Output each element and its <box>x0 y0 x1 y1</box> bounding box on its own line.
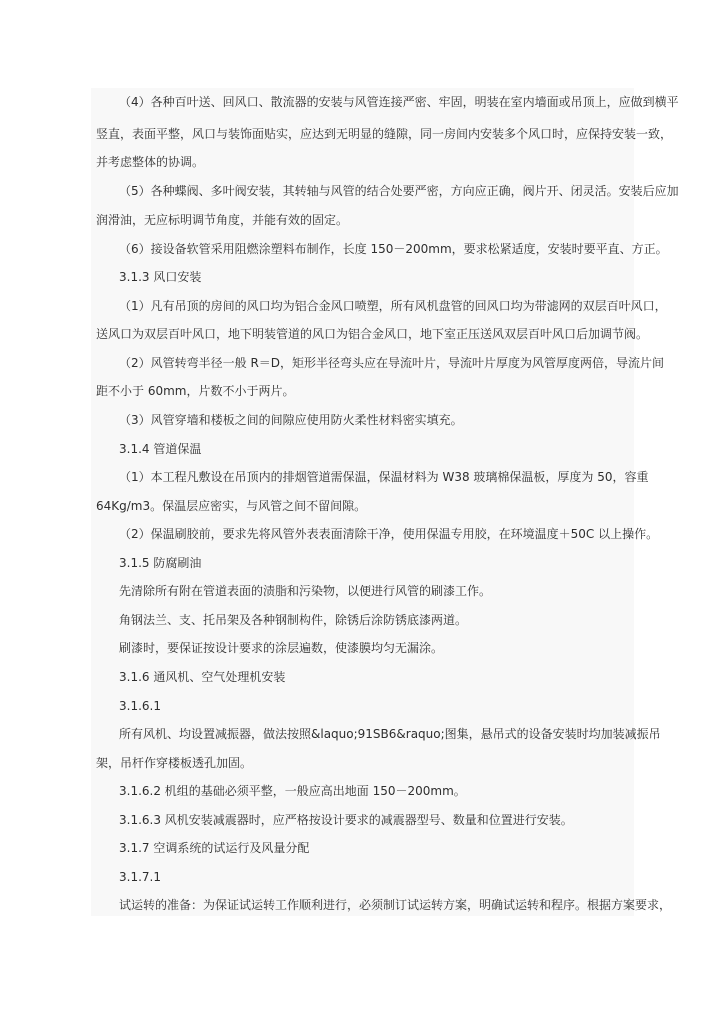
paragraph-line: 刷漆时，要保证按设计要求的涂层遍数，使漆膜均匀无漏涂。 <box>119 641 444 655</box>
paragraph-line: 润滑油，无应标明调节角度，并能有效的固定。 <box>96 213 349 227</box>
paragraph-line: 所有风机、均设置减振器，做法按照&laquo;91SB6&raquo;图集，悬吊式的设备安装时均加装减振吊 <box>119 727 661 741</box>
section-heading: 3.1.4 管道保温 <box>119 442 202 456</box>
section-heading: 3.1.7 空调系统的试运行及风量分配 <box>119 841 310 855</box>
paragraph-line: （4）各种百叶送、回风口、散流器的安装与风管连接严密、牢固，明装在室内墙面或吊顶上，应做到横平 <box>119 95 679 109</box>
section-heading: 3.1.3 风口安装 <box>119 270 202 284</box>
section-heading: 3.1.5 防腐刷油 <box>119 556 202 570</box>
paragraph-line: （1）凡有吊顶的房间的风口均为铝合金风口喷塑，所有风机盘管的回风口均为带滤网的双层百叶风口， <box>119 299 667 313</box>
paragraph-line: （1）本工程凡敷设在吊顶内的排烟管道需保温，保温材料为 W38 玻璃棉保温板，厚度为 50，容重 <box>119 470 649 484</box>
paragraph-line: 试运转的准备：为保证试运转工作顺利进行，必须制订试运转方案，明确试运转和程序。根据方案要求， <box>119 898 672 912</box>
paragraph-line: 距不小于 60mm，片数不小于两片。 <box>96 384 295 398</box>
paragraph-line: （6）接设备软管采用阻燃涂塑料布制作，长度 150－200mm，要求松紧适度，安装时要平直、方正。 <box>119 242 668 256</box>
paragraph-line: 角钢法兰、支、托吊架及各种钢制构件，除锈后涂防锈底漆两道。 <box>119 613 468 627</box>
paragraph-line: （2）风管转弯半径一般 R＝D，矩形半径弯头应在导流叶片，导流叶片厚度为风管厚度两倍，导流片间 <box>119 356 665 370</box>
paragraph-line: （2）保温刷胶前，要求先将风管外表表面清除干净，使用保温专用胶，在环境温度＋50C 以上操作。 <box>119 527 659 541</box>
paragraph-line: 先清除所有附在管道表面的渍脂和污染物，以便进行风管的刷漆工作。 <box>119 584 492 598</box>
paragraph-line: 送风口为双层百叶风口，地下明装管道的风口为铝合金风口，地下室正压送风双层百叶风口后加调节阀。 <box>96 327 649 341</box>
section-heading: 3.1.7.1 <box>119 870 161 884</box>
paragraph-line: 3.1.6.3 风机安装减震器时，应严格按设计要求的减震器型号、数量和位置进行安装。 <box>119 813 573 827</box>
paragraph-line: 并考虑整体的协调。 <box>96 155 205 169</box>
paragraph-line: 64Kg/m3。保温层应密实，与风管之间不留间隙。 <box>96 499 367 513</box>
section-heading: 3.1.6.1 <box>119 699 161 713</box>
paragraph-line: （5）各种蝶阀、多叶阀安装，其转轴与风管的结合处要严密，方向应正确，阀片开、闭灵活。安装后应加 <box>119 184 679 198</box>
paragraph-line: 竖直，表面平整，风口与装饰面贴实，应达到无明显的缝隙，同一房间内安装多个风口时，应保持安装一致， <box>96 127 673 141</box>
paragraph-line: 3.1.6.2 机组的基础必须平整，一般应高出地面 150－200mm。 <box>119 784 466 798</box>
section-heading: 3.1.6 通风机、空气处理机安装 <box>119 670 286 684</box>
paragraph-line: （3）风管穿墙和楼板之间的间隙应使用防火柔性材料密实填充。 <box>119 413 463 427</box>
paragraph-line: 架，吊杆作穿楼板透孔加固。 <box>96 756 253 770</box>
